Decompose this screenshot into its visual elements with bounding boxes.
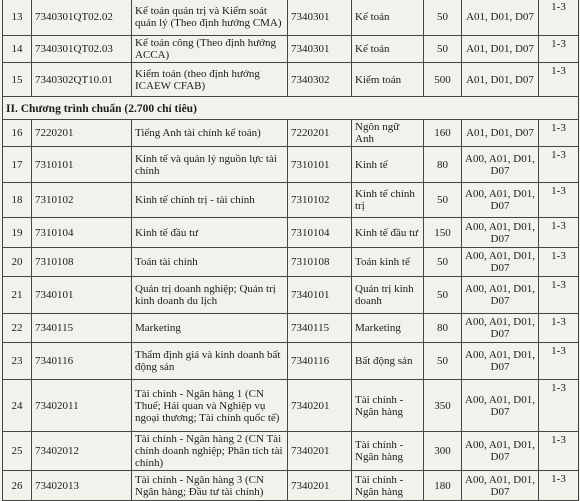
major-name: Tài chính - Ngân hàng [352, 471, 424, 501]
program-code: 73402013 [32, 471, 132, 501]
program-name: Quản trị doanh nghiệp; Quản trị kinh doanh du lịch [132, 277, 288, 314]
program-name: Kiểm toán (theo định hướng ICAEW CFAB) [132, 63, 288, 97]
major-code: 7310108 [288, 248, 352, 277]
major-code: 7340116 [288, 343, 352, 380]
priority-range: 1-3 [539, 36, 579, 63]
table-row [3, 248, 579, 277]
program-code: 7340101 [32, 277, 132, 314]
section-title: II. Chương trình chuẩn (2.700 chỉ tiêu) [3, 97, 579, 120]
major-name: Ngôn ngữ Anh [352, 120, 424, 147]
row-number: 18 [3, 183, 32, 218]
table-row [3, 120, 579, 147]
subject-combinations: A01, D01, D07 [462, 63, 539, 97]
subject-combinations: A01, D01, D07 [462, 0, 539, 36]
program-name: Kinh tế chính trị - tài chính [132, 183, 288, 218]
priority-range: 1-3 [539, 120, 579, 147]
program-name: Kinh tế đầu tư [132, 218, 288, 248]
subject-combinations: A00, A01, D01, D07 [462, 380, 539, 432]
row-number: 26 [3, 471, 32, 501]
program-code: 7310108 [32, 248, 132, 277]
priority-range: 1-3 [539, 471, 579, 501]
major-code: 7340301 [288, 0, 352, 36]
subject-combinations: A00, A01, D01, D07 [462, 147, 539, 183]
program-name: Kinh tế và quản lý nguồn lực tài chính [132, 147, 288, 183]
major-name: Kiểm toán [352, 63, 424, 97]
section-row [3, 97, 579, 120]
quota: 80 [424, 147, 462, 183]
major-code: 7340201 [288, 380, 352, 432]
quota: 50 [424, 183, 462, 218]
quota: 50 [424, 0, 462, 36]
row-number: 20 [3, 248, 32, 277]
program-name: Kế toán quản trị và Kiểm soát quản lý (Theo định hướng CMA) [132, 0, 288, 36]
program-code: 7340301QT02.02 [32, 0, 132, 36]
row-number: 17 [3, 147, 32, 183]
row-number: 22 [3, 314, 32, 343]
priority-range: 1-3 [539, 277, 579, 314]
table-row [3, 471, 579, 501]
row-number: 15 [3, 63, 32, 97]
section-header [3, 97, 579, 120]
priority-range: 1-3 [539, 147, 579, 183]
quota: 180 [424, 471, 462, 501]
priority-range: 1-3 [539, 380, 579, 432]
major-code: 7340201 [288, 432, 352, 471]
quota: 80 [424, 314, 462, 343]
quota: 50 [424, 343, 462, 380]
table-row [3, 432, 579, 471]
table-row [3, 218, 579, 248]
major-code: 7340101 [288, 277, 352, 314]
program-name: Marketing [132, 314, 288, 343]
program-code: 7310101 [32, 147, 132, 183]
priority-range: 1-3 [539, 432, 579, 471]
program-code: 73402011 [32, 380, 132, 432]
program-code: 7220201 [32, 120, 132, 147]
subject-combinations: A00, A01, D01, D07 [462, 432, 539, 471]
row-number: 19 [3, 218, 32, 248]
major-name: Kinh tế [352, 147, 424, 183]
table-row [3, 147, 579, 183]
program-code: 7310104 [32, 218, 132, 248]
program-code: 7340301QT02.03 [32, 36, 132, 63]
major-name: Tài chính - Ngân hàng [352, 380, 424, 432]
row-number: 13 [3, 0, 32, 36]
program-name: Kế toán công (Theo định hướng ACCA) [132, 36, 288, 63]
program-name: Tài chính - Ngân hàng 3 (CN Ngân hàng; Đầu tư tài chính) [132, 471, 288, 501]
priority-range: 1-3 [539, 0, 579, 36]
program-code: 7310102 [32, 183, 132, 218]
major-name: Kinh tế chính trị [352, 183, 424, 218]
major-name: Tài chính - Ngân hàng [352, 432, 424, 471]
major-code: 7340302 [288, 63, 352, 97]
row-number: 24 [3, 380, 32, 432]
row-number: 14 [3, 36, 32, 63]
table-body-standard [3, 120, 579, 501]
major-name: Toán kinh tế [352, 248, 424, 277]
quota: 150 [424, 218, 462, 248]
priority-range: 1-3 [539, 183, 579, 218]
table-row [3, 0, 579, 36]
row-number: 16 [3, 120, 32, 147]
table-body-advanced [3, 0, 579, 97]
program-code: 7340115 [32, 314, 132, 343]
quota: 160 [424, 120, 462, 147]
quota: 500 [424, 63, 462, 97]
major-code: 7340115 [288, 314, 352, 343]
table-row [3, 183, 579, 218]
subject-combinations: A00, A01, D01, D07 [462, 218, 539, 248]
subject-combinations: A01, D01, D07 [462, 36, 539, 63]
subject-combinations: A00, A01, D01, D07 [462, 248, 539, 277]
program-name: Tài chính - Ngân hàng 1 (CN Thuế; Hải quan và Nghiệp vụ ngoại thương; Tài chính quốc tế) [132, 380, 288, 432]
major-name: Marketing [352, 314, 424, 343]
table-row [3, 277, 579, 314]
program-name: Tài chính - Ngân hàng 2 (CN Tài chính doanh nghiệp; Phân tích tài chính) [132, 432, 288, 471]
major-code: 7310101 [288, 147, 352, 183]
subject-combinations: A00, A01, D01, D07 [462, 183, 539, 218]
subject-combinations: A01, D01, D07 [462, 120, 539, 147]
table-row [3, 63, 579, 97]
major-name: Kế toán [352, 0, 424, 36]
major-code: 7340201 [288, 471, 352, 501]
program-name: Thẩm định giá và kinh doanh bất động sản [132, 343, 288, 380]
major-code: 7310102 [288, 183, 352, 218]
program-code: 7340116 [32, 343, 132, 380]
major-name: Bất động sản [352, 343, 424, 380]
program-code: 7340302QT10.01 [32, 63, 132, 97]
admissions-table [2, 0, 579, 501]
priority-range: 1-3 [539, 218, 579, 248]
major-code: 7310104 [288, 218, 352, 248]
quota: 50 [424, 277, 462, 314]
priority-range: 1-3 [539, 314, 579, 343]
major-code: 7340301 [288, 36, 352, 63]
priority-range: 1-3 [539, 248, 579, 277]
priority-range: 1-3 [539, 63, 579, 97]
row-number: 21 [3, 277, 32, 314]
priority-range: 1-3 [539, 343, 579, 380]
major-code: 7220201 [288, 120, 352, 147]
subject-combinations: A00, A01, D01, D07 [462, 277, 539, 314]
subject-combinations: A00, A01, D01, D07 [462, 471, 539, 501]
program-name: Toán tài chính [132, 248, 288, 277]
table-row [3, 343, 579, 380]
quota: 300 [424, 432, 462, 471]
table-row [3, 380, 579, 432]
table-row [3, 314, 579, 343]
table-row [3, 36, 579, 63]
program-name: Tiếng Anh tài chính kế toán) [132, 120, 288, 147]
major-name: Quản trị kinh doanh [352, 277, 424, 314]
major-name: Kế toán [352, 36, 424, 63]
quota: 50 [424, 248, 462, 277]
row-number: 23 [3, 343, 32, 380]
row-number: 25 [3, 432, 32, 471]
subject-combinations: A00, A01, D01, D07 [462, 343, 539, 380]
quota: 350 [424, 380, 462, 432]
quota: 50 [424, 36, 462, 63]
program-code: 73402012 [32, 432, 132, 471]
major-name: Kinh tế đầu tư [352, 218, 424, 248]
subject-combinations: A00, A01, D01, D07 [462, 314, 539, 343]
